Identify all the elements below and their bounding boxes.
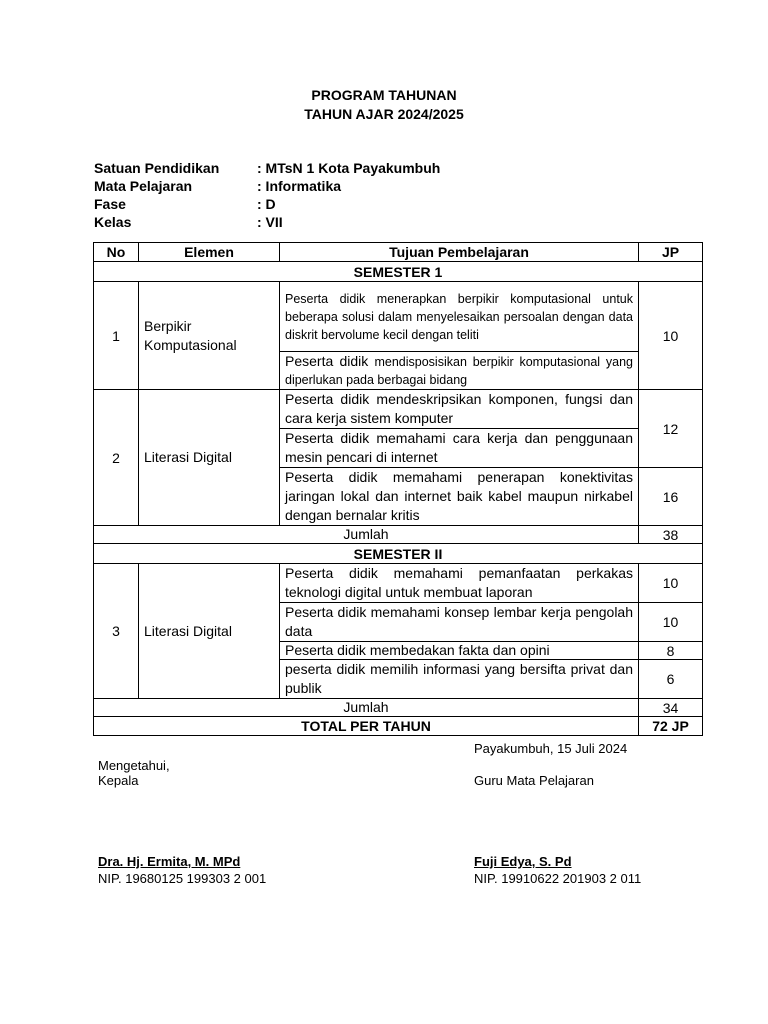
subtotal-row xyxy=(94,699,703,717)
semester-2-label: SEMESTER II xyxy=(94,544,703,564)
row-tujuan: Peserta didik memahami pemanfaatan perkakas teknologi digital untuk membuat laporan xyxy=(280,564,639,603)
row-tujuan: Peserta didik membedakan fakta dan opini xyxy=(280,642,639,660)
tujuan-rest: mendisposisikan berpikir komputasional yang diperlukan pada berbagai bidang xyxy=(285,355,633,387)
semester-row xyxy=(94,544,703,564)
subtotal-value: 38 xyxy=(639,526,703,544)
row-jp: 16 xyxy=(639,468,703,526)
grand-total-label: TOTAL PER TAHUN xyxy=(94,717,639,736)
semester-row xyxy=(94,262,703,282)
right-signatory-name: Fuji Edya, S. Pd xyxy=(474,854,572,869)
subtotal-row xyxy=(94,526,703,544)
row-elemen: Literasi Digital xyxy=(139,564,280,699)
left-sign-line2: Kepala xyxy=(98,773,139,788)
tujuan-lead: Peserta didik xyxy=(285,353,375,369)
row-jp: 10 xyxy=(639,603,703,642)
program-table xyxy=(93,242,703,736)
subtotal-value: 34 xyxy=(639,699,703,717)
info-label: Kelas xyxy=(94,214,132,230)
left-signatory-nip: NIP. 19680125 199303 2 001 xyxy=(98,871,267,886)
row-jp: 6 xyxy=(639,660,703,699)
header-elemen: Elemen xyxy=(139,243,280,262)
table-header-row xyxy=(94,243,703,262)
row-no: 1 xyxy=(94,282,139,390)
right-signatory-nip: NIP. 19910622 201903 2 011 xyxy=(474,871,642,886)
subtotal-label: Jumlah xyxy=(94,526,639,544)
row-tujuan: peserta didik memilih informasi yang bersifta privat dan publik xyxy=(280,660,639,699)
row-elemen: Literasi Digital xyxy=(139,390,280,526)
table-row xyxy=(94,390,703,429)
header-no: No xyxy=(94,243,139,262)
row-tujuan: Peserta didik memahami penerapan konektivitas jaringan lokal dan internet baik kabel maupun nirkabel dengan bernalar kritis xyxy=(280,468,639,526)
info-value: : Informatika xyxy=(257,178,342,194)
row-tujuan: Peserta didik menerapkan berpikir komputasional untuk beberapa solusi dalam menyelesaikan persoalan dengan data diskrit bervolume kecil dengan teliti xyxy=(280,282,639,352)
row-tujuan xyxy=(280,352,639,390)
row-jp: 8 xyxy=(639,642,703,660)
row-tujuan: Peserta didik memahami cara kerja dan penggunaan mesin pencari di internet xyxy=(280,429,639,468)
row-tujuan: Peserta didik memahami konsep lembar kerja pengolah data xyxy=(280,603,639,642)
document-subtitle: TAHUN AJAR 2024/2025 xyxy=(304,106,464,122)
row-tujuan: Peserta didik mendeskripsikan komponen, fungsi dan cara kerja sistem komputer xyxy=(280,390,639,429)
row-no: 2 xyxy=(94,390,139,526)
table-row xyxy=(94,282,703,352)
header-tujuan: Tujuan Pembelajaran xyxy=(280,243,639,262)
header-jp: JP xyxy=(639,243,703,262)
document-title: PROGRAM TAHUNAN xyxy=(311,87,457,103)
info-label: Fase xyxy=(94,196,126,212)
row-no: 3 xyxy=(94,564,139,699)
right-sign-role: Guru Mata Pelajaran xyxy=(474,773,594,788)
info-label: Satuan Pendidikan xyxy=(94,160,220,176)
info-value: : MTsN 1 Kota Payakumbuh xyxy=(257,160,441,176)
subtotal-label: Jumlah xyxy=(94,699,639,717)
row-elemen: Berpikir Komputasional xyxy=(139,282,280,390)
info-label: Mata Pelajaran xyxy=(94,178,193,194)
grand-total-row xyxy=(94,717,703,736)
row-jp: 10 xyxy=(639,564,703,603)
row-jp: 10 xyxy=(639,282,703,390)
left-sign-line1: Mengetahui, xyxy=(98,758,170,773)
left-signatory-name: Dra. Hj. Ermita, M. MPd xyxy=(98,854,241,869)
table-row xyxy=(94,564,703,603)
info-value: : VII xyxy=(257,214,283,230)
grand-total-value: 72 JP xyxy=(639,717,703,736)
place-date: Payakumbuh, 15 Juli 2024 xyxy=(474,741,628,756)
semester-1-label: SEMESTER 1 xyxy=(94,262,703,282)
info-value: : D xyxy=(257,196,276,212)
row-jp: 12 xyxy=(639,390,703,468)
